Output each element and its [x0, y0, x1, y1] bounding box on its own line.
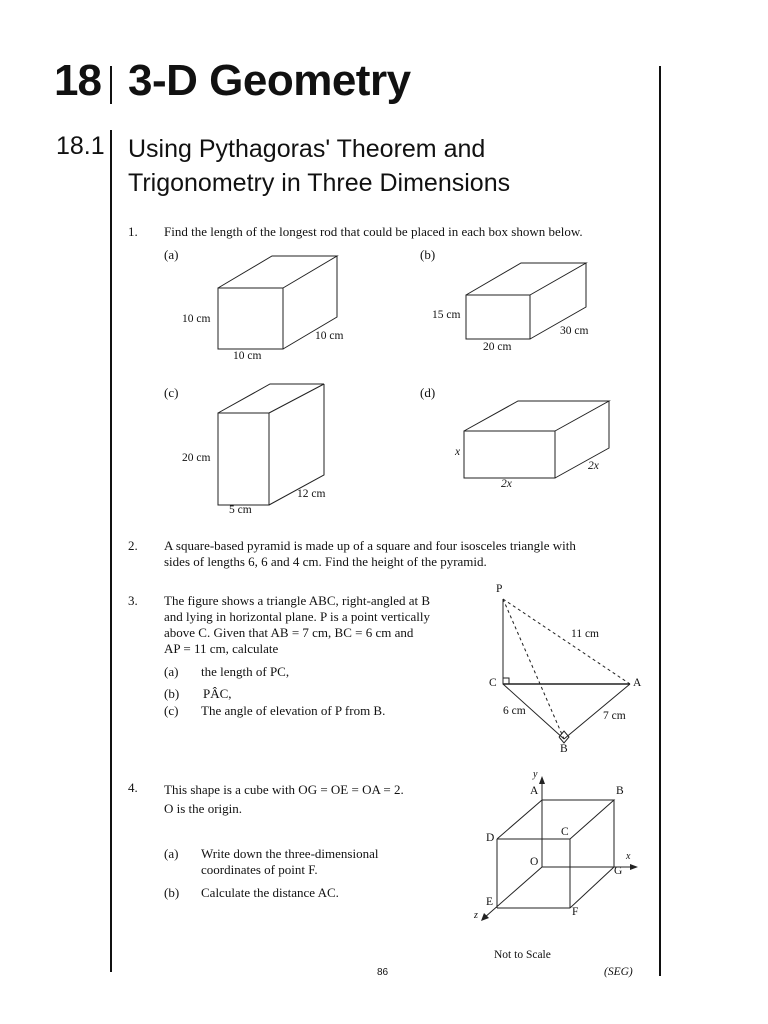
- box-d-width: 2x: [501, 478, 512, 490]
- q3c-text: The angle of elevation of P from B.: [201, 703, 386, 718]
- box-c-width: 5 cm: [229, 504, 252, 516]
- q4b-label: (b): [164, 885, 180, 900]
- cb-length-label: 6 cm: [503, 705, 526, 717]
- point-p-label: P: [496, 583, 503, 595]
- chapter-title: 3-D Geometry: [128, 56, 411, 105]
- section-title-line1: Using Pythagoras' Theorem and: [128, 135, 486, 163]
- box-c-depth: 12 cm: [297, 488, 326, 500]
- not-to-scale-note: Not to Scale: [494, 949, 551, 961]
- section-number: 18.1: [56, 132, 105, 160]
- ba-length-label: 7 cm: [603, 710, 626, 722]
- cube-a-label: A: [530, 785, 539, 797]
- box-a-width: 10 cm: [233, 350, 262, 362]
- ap-length-label: 11 cm: [571, 628, 599, 640]
- cube-d-label: D: [486, 832, 495, 844]
- point-b-label: B: [560, 743, 568, 755]
- point-c-label: C: [489, 677, 497, 689]
- box-b-depth: 30 cm: [560, 325, 589, 337]
- q2-number: 2.: [128, 538, 138, 553]
- q3b-label: (b): [164, 686, 180, 701]
- box-d-depth: 2x: [588, 460, 599, 472]
- source-label: (SEG): [604, 966, 633, 978]
- q3-line1: The figure shows a triangle ABC, right-angled at B: [164, 593, 431, 608]
- q4a-line2: coordinates of point F.: [201, 862, 318, 877]
- q3-line4: AP = 11 cm, calculate: [164, 641, 279, 656]
- q1b-label: (b): [420, 247, 436, 262]
- q3-number: 3.: [128, 593, 138, 608]
- cube-c-label: C: [561, 826, 569, 838]
- box-b-width: 20 cm: [483, 341, 512, 353]
- cube-f-label: F: [572, 906, 579, 918]
- chapter-number: 18: [54, 56, 101, 105]
- q4-line1: This shape is a cube with OG = OE = OA = 2.: [164, 782, 404, 797]
- q1a-label: (a): [164, 247, 179, 262]
- q3-line2: and lying in horizontal plane. P is a point vertically: [164, 609, 430, 624]
- box-c-height: 20 cm: [182, 452, 211, 464]
- q3-line3: above C. Given that AB = 7 cm, BC = 6 cm and: [164, 625, 414, 640]
- q3a-text: the length of PC,: [201, 664, 290, 679]
- box-a-depth: 10 cm: [315, 330, 344, 342]
- axis-z-label: z: [474, 910, 478, 921]
- cube-o-label: O: [530, 856, 539, 868]
- q2-line2: sides of lengths 6, 6 and 4 cm. Find the height of the pyramid.: [164, 554, 487, 569]
- cube-b-label: B: [616, 785, 624, 797]
- box-b-height: 15 cm: [432, 309, 461, 321]
- q1-text: Find the length of the longest rod that could be placed in each box shown below.: [164, 224, 583, 239]
- axis-x-label: x: [626, 851, 631, 862]
- q4a-label: (a): [164, 846, 179, 861]
- q4a-line1: Write down the three-dimensional: [201, 846, 379, 861]
- axis-y-label: y: [533, 769, 538, 780]
- q1c-label: (c): [164, 385, 179, 400]
- q1-number: 1.: [128, 224, 138, 239]
- q1d-label: (d): [420, 385, 436, 400]
- q4-line2: O is the origin.: [164, 801, 242, 816]
- point-a-label: A: [633, 677, 642, 689]
- q3b-text: PÂC,: [203, 686, 232, 701]
- q4-number: 4.: [128, 780, 138, 795]
- page-number: 86: [377, 967, 389, 978]
- q3a-label: (a): [164, 664, 179, 679]
- q3c-label: (c): [164, 703, 179, 718]
- q4b-text: Calculate the distance AC.: [201, 885, 339, 900]
- box-d-height: x: [455, 446, 461, 458]
- section-title-line2: Trigonometry in Three Dimensions: [128, 169, 511, 197]
- box-a-height: 10 cm: [182, 313, 211, 325]
- cube-g-label: G: [614, 865, 623, 877]
- q2-line1: A square-based pyramid is made up of a square and four isosceles triangle with: [164, 538, 576, 553]
- cube-e-label: E: [486, 896, 494, 908]
